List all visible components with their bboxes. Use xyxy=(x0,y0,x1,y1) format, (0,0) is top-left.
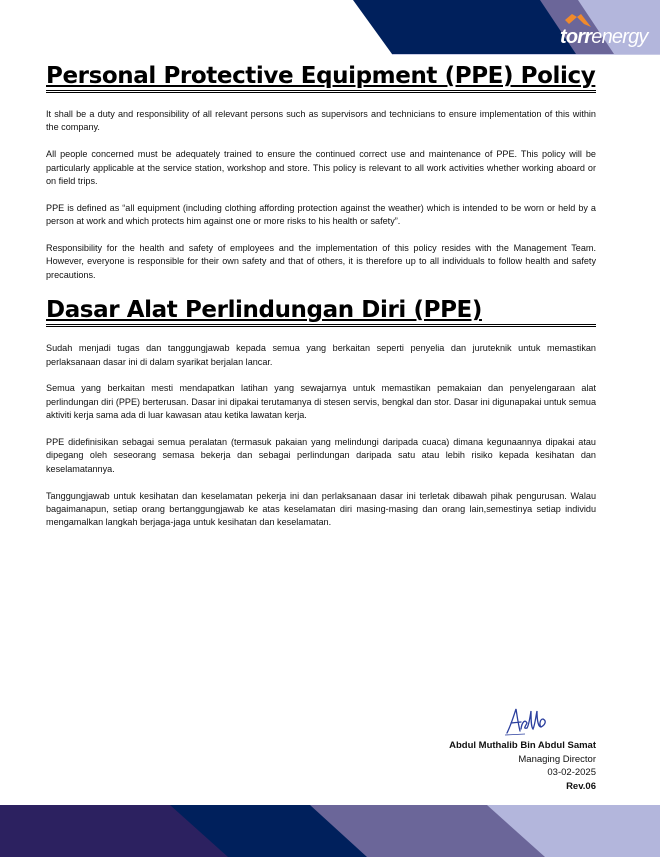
paragraph-ms-3: PPE didefinisikan sebagai semua peralatan (termasuk pakaian yang melindungi daripada cuaca) dimana kegunaannya dipakai atau dipegang oleh seseorang semasa bekerja dan sebagai perlindungan daripada satu atau lebih risiko kepada kesihatan dan keselamatannya. xyxy=(46,437,596,474)
revision-label: Rev.06 xyxy=(566,780,596,792)
paragraph-ms-4: Tanggungjawab untuk kesihatan dan keselamatan pekerja ini dan perlaksanaan dasar ini terletak dibawah pihak pengurusan. Walau bagaimanapun, setiap orang bertanggungjawab ke atas keselamatan diri masing-masing dan orang lain,semestinya setiap individu mengamalkan langkah berjaga-jaga untuk kesihatan dan keselamatan. xyxy=(46,490,596,528)
footer-decorative-band xyxy=(0,805,660,857)
paragraph-en-2: All people concerned must be adequately trained to ensure the continued correct use and maintenance of PPE. This policy will be particularly applicable at the service station, workshop and store. This policy is relevant to all work activities whether working aboard or on field trips. xyxy=(46,149,596,187)
paragraph-ms-1: Sudah menjadi tugas dan tanggungjawab kepada semua yang berkaitan seperti penyelia dan juruteknik untuk memastikan perlaksanaan dasar ini di dalam syarikat berjalan lancar. xyxy=(46,343,596,367)
company-logo xyxy=(560,26,648,50)
document-body xyxy=(46,62,596,530)
logo-text-energy: energy xyxy=(591,26,648,48)
signature-date: 03-02-2025 xyxy=(547,767,596,779)
section-heading-malay: Dasar Alat Perlindungan Diri (PPE) xyxy=(46,296,596,327)
paragraph-en-1: It shall be a duty and responsibility of all relevant persons such as supervisors and technicians to ensure implementation of this within the company. xyxy=(46,109,596,133)
signatory-name: Abdul Muthalib Bin Abdul Samat xyxy=(449,740,596,751)
logo-text-torr: torr xyxy=(560,26,592,48)
handwritten-signature-icon xyxy=(503,705,553,737)
paragraph-en-4: Responsibility for the health and safety of employees and the implementation of this policy resides with the Management Team. However, everyone is responsible for their own safety and that of others, it is therefore up to all individuals to follow health and safety precautions. xyxy=(46,243,596,280)
signatory-title: Managing Director xyxy=(518,753,596,765)
section-heading-english: Personal Protective Equipment (PPE) Policy xyxy=(46,62,596,93)
paragraph-en-3: PPE is defined as “all equipment (including clothing affording protection against the weather) which is intended to be worn or held by a person at work and which protects him against one or more risks to his health or safety”. xyxy=(46,202,596,227)
signature-block xyxy=(449,739,596,793)
paragraph-ms-2: Semua yang berkaitan mesti mendapatkan latihan yang sewajarnya untuk memastikan pemakaian dan penyelengaraan alat perlindungan diri (PPE) berterusan. Dasar ini dipakai terutamanya di stesen servis, bengkal dan stor. Dasar ini digunapakai untuk semua aktiviti kerja sama ada di luar kawasan atau ketika lawatan kerja. xyxy=(46,383,596,421)
